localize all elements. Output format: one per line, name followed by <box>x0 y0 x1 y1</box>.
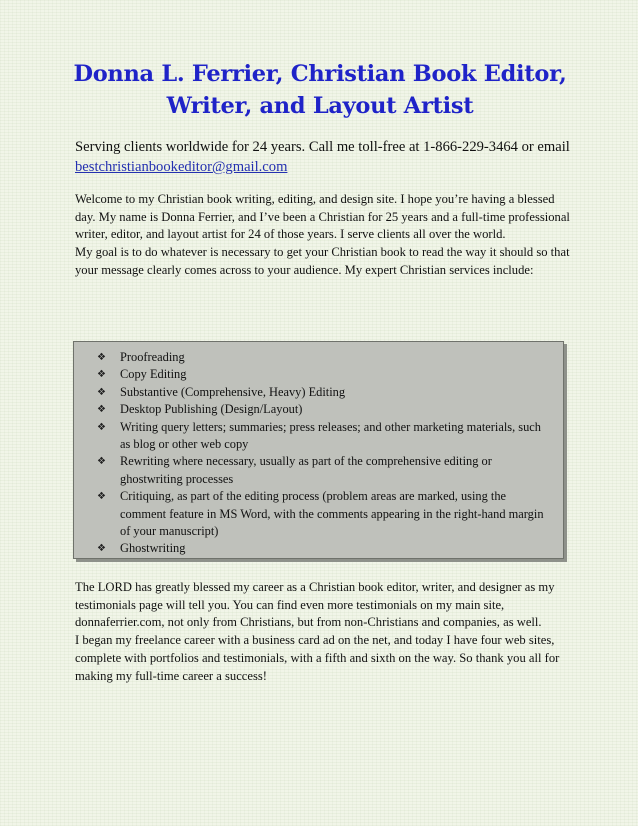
service-label: Copy Editing <box>120 367 187 382</box>
intro-section <box>75 191 575 280</box>
service-label: Substantive (Comprehensive, Heavy) Editing <box>120 384 346 399</box>
diamond-bullet-icon: ❖ <box>97 404 106 416</box>
closing-section <box>75 579 580 685</box>
diamond-bullet-icon: ❖ <box>97 456 106 468</box>
contact-tagline <box>75 137 575 177</box>
list-item <box>97 540 552 557</box>
title-line-2: Writer, and Layout Artist <box>166 93 474 119</box>
list-item <box>97 488 552 540</box>
page-title <box>60 58 580 122</box>
tagline-text: Serving clients worldwide for 24 years. Call me toll-free at 1-866-229-3464 or email <box>75 139 570 155</box>
list-item <box>97 384 552 401</box>
service-label: Rewriting where necessary, usually as part of the comprehensive editing or ghostwriting processes <box>120 454 492 486</box>
list-item <box>97 401 552 418</box>
closing-paragraph-2: I began my freelance career with a business card ad on the net, and today I have four web sites, complete with portfolios and testimonials, with a fifth and sixth on the way. So thank you all for making my full-time career a success! <box>75 633 560 683</box>
diamond-bullet-icon: ❖ <box>97 491 106 503</box>
diamond-bullet-icon: ❖ <box>97 386 106 398</box>
list-item <box>97 453 552 488</box>
intro-paragraph-2: My goal is to do whatever is necessary to get your Christian book to read the way it should so that your message clearly comes across to your audience. My expert Christian services include: <box>75 245 570 277</box>
service-label: Proofreading <box>120 350 185 364</box>
closing-paragraph-1: The LORD has greatly blessed my career as a Christian book editor, writer, and designer as my testimonials page will tell you. You can find even more testimonials on my main site, donnaferrier.com, not only from Christians, but from non-Christians and companies, as well. <box>75 580 555 630</box>
list-item <box>97 419 552 454</box>
list-item <box>97 349 552 366</box>
diamond-bullet-icon: ❖ <box>97 369 106 381</box>
intro-paragraph-1: Welcome to my Christian book writing, editing, and design site. I hope you’re having a blessed day. My name is Donna Ferrier, and I’ve been a Christian for 25 years and a full-time professional writer, editor, and layout artist for 24 of those years. I serve clients all over the world. <box>75 192 570 242</box>
service-label: Critiquing, as part of the editing process (problem areas are marked, using the comment feature in MS Word, with the comments appearing in the right-hand margin of your manuscript) <box>120 489 544 539</box>
service-label: Desktop Publishing (Design/Layout) <box>120 402 303 417</box>
title-line-1: Donna L. Ferrier, Christian Book Editor, <box>73 61 567 87</box>
diamond-bullet-icon: ❖ <box>97 352 106 363</box>
diamond-bullet-icon: ❖ <box>97 543 106 555</box>
services-list <box>97 349 552 558</box>
diamond-bullet-icon: ❖ <box>97 421 106 433</box>
service-label: Writing query letters; summaries; press releases; and other marketing materials, such as blog or other web copy <box>120 419 541 452</box>
service-label: Ghostwriting <box>120 541 186 556</box>
services-box <box>73 341 564 559</box>
email-link[interactable]: bestchristianbookeditor@gmail.com <box>75 159 288 175</box>
list-item <box>97 366 552 383</box>
